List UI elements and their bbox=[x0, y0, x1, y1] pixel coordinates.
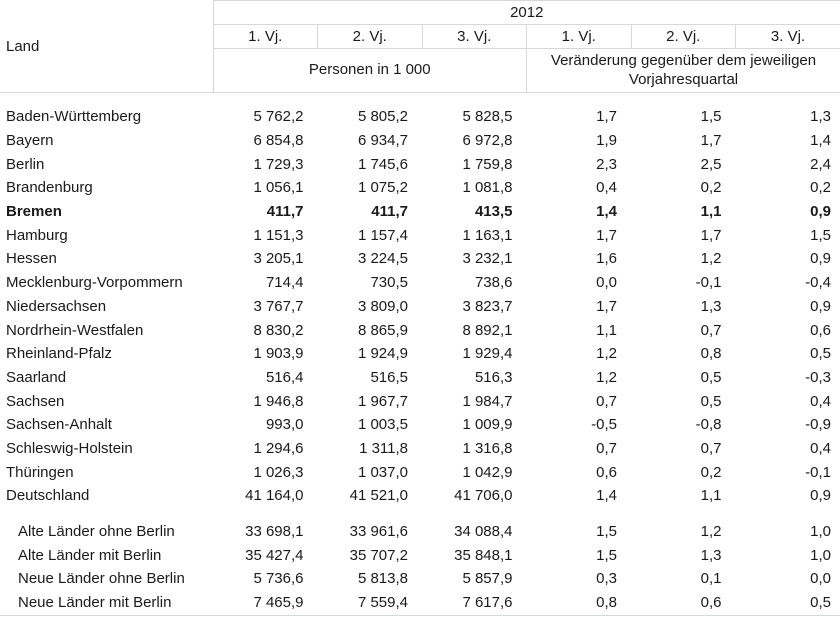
value-cell: 1 316,8 bbox=[462, 439, 513, 457]
value-cell: 1,3 bbox=[700, 297, 722, 315]
value-cell: 8 892,1 bbox=[462, 321, 513, 339]
value-cell: 1,6 bbox=[596, 250, 617, 268]
table-row bbox=[0, 342, 840, 366]
land-column-header: Land bbox=[0, 1, 213, 93]
value-cell: 3 205,1 bbox=[253, 250, 304, 268]
value-cell: 0,5 bbox=[700, 392, 722, 410]
value-cell: 1 042,9 bbox=[462, 463, 513, 481]
value-cell: 1,2 bbox=[700, 250, 722, 268]
value-cell: 34 088,4 bbox=[454, 523, 513, 541]
table-row bbox=[0, 295, 840, 319]
value-cell: 5 805,2 bbox=[357, 108, 408, 126]
land-name-cell: Baden-Württemberg bbox=[6, 108, 142, 126]
value-cell: 33 961,6 bbox=[349, 523, 408, 541]
value-cell: 5 762,2 bbox=[253, 108, 304, 126]
units-persons-header: Personen in 1 000 bbox=[213, 49, 527, 93]
value-cell: 1 984,7 bbox=[462, 392, 513, 410]
land-name-cell: Bremen bbox=[6, 203, 62, 221]
value-cell: 0,9 bbox=[810, 487, 832, 505]
table-row bbox=[0, 437, 840, 461]
value-cell: 3 232,1 bbox=[462, 250, 513, 268]
value-cell: 0,9 bbox=[810, 250, 832, 268]
value-cell: 0,8 bbox=[596, 594, 617, 612]
table-row bbox=[0, 591, 840, 615]
value-cell: 1,4 bbox=[810, 132, 832, 150]
value-cell: 1,5 bbox=[596, 523, 617, 541]
value-cell: 0,9 bbox=[810, 297, 832, 315]
spacer-row bbox=[0, 93, 840, 106]
quarter-header-4: 1. Vj. bbox=[527, 25, 632, 49]
value-cell: 3 767,7 bbox=[253, 297, 304, 315]
table-row bbox=[0, 543, 840, 567]
value-cell: 1 929,4 bbox=[462, 345, 513, 363]
value-cell: 1,1 bbox=[700, 203, 722, 221]
value-cell: 1 311,8 bbox=[359, 439, 408, 457]
value-cell: 0,5 bbox=[700, 368, 722, 386]
value-cell: 730,5 bbox=[370, 274, 408, 292]
value-cell: 3 809,0 bbox=[357, 297, 408, 315]
value-cell: 0,6 bbox=[700, 594, 722, 612]
value-cell: 5 828,5 bbox=[462, 108, 513, 126]
value-cell: 1,0 bbox=[810, 523, 832, 541]
value-cell: 411,7 bbox=[266, 203, 304, 221]
table-row bbox=[0, 223, 840, 247]
value-cell: 8 830,2 bbox=[253, 321, 304, 339]
value-cell: 1 026,3 bbox=[253, 463, 304, 481]
value-cell: 993,0 bbox=[265, 416, 304, 434]
land-name-cell: Berlin bbox=[6, 155, 45, 173]
land-name-cell: Thüringen bbox=[6, 463, 74, 481]
value-cell: -0,9 bbox=[805, 416, 832, 434]
value-cell: 1 745,6 bbox=[357, 155, 408, 173]
land-name-cell: Deutschland bbox=[6, 487, 90, 505]
table-row bbox=[0, 105, 840, 129]
value-cell: 1,9 bbox=[596, 132, 617, 150]
value-cell: 0,7 bbox=[700, 439, 722, 457]
quarter-header-2: 2. Vj. bbox=[318, 25, 423, 49]
value-cell: 1,3 bbox=[700, 546, 722, 564]
value-cell: 1 003,5 bbox=[357, 416, 408, 434]
value-cell: 1,2 bbox=[596, 345, 617, 363]
value-cell: 1,2 bbox=[700, 523, 722, 541]
value-cell: -0,4 bbox=[805, 274, 832, 292]
value-cell: 6 854,8 bbox=[253, 132, 304, 150]
value-cell: 7 617,6 bbox=[462, 594, 513, 612]
value-cell: 1 946,8 bbox=[253, 392, 304, 410]
value-cell: 1,4 bbox=[596, 487, 617, 505]
quarter-header-6: 3. Vj. bbox=[736, 25, 840, 49]
quarter-header-5: 2. Vj. bbox=[631, 25, 736, 49]
land-name-cell: Niedersachsen bbox=[6, 297, 107, 315]
land-name-cell: Neue Länder ohne Berlin bbox=[18, 570, 185, 588]
table-row bbox=[0, 389, 840, 413]
value-cell: 0,0 bbox=[810, 570, 832, 588]
value-cell: 714,4 bbox=[265, 274, 304, 292]
units-change-header: Veränderung gegenüber dem jeweiligen Vorjahresquartal bbox=[527, 49, 840, 93]
value-cell: 1,3 bbox=[810, 108, 832, 126]
value-cell: 7 559,4 bbox=[357, 594, 408, 612]
value-cell: 516,3 bbox=[474, 368, 513, 386]
value-cell: 33 698,1 bbox=[245, 523, 304, 541]
value-cell: 41 706,0 bbox=[454, 487, 513, 505]
value-cell: 1,5 bbox=[596, 546, 617, 564]
value-cell: 1,7 bbox=[596, 297, 617, 315]
table-row bbox=[0, 152, 840, 176]
land-name-cell: Saarland bbox=[6, 368, 67, 386]
value-cell: 0,5 bbox=[810, 345, 832, 363]
value-cell: 7 465,9 bbox=[253, 594, 304, 612]
quarter-header-3: 3. Vj. bbox=[422, 25, 527, 49]
land-name-cell: Hamburg bbox=[6, 226, 68, 244]
year-header: 2012 bbox=[213, 1, 840, 25]
value-cell: 0,1 bbox=[700, 570, 722, 588]
land-name-cell: Rheinland-Pfalz bbox=[6, 345, 112, 363]
value-cell: 1 151,3 bbox=[253, 226, 304, 244]
value-cell: 0,4 bbox=[596, 179, 617, 197]
value-cell: 1 157,4 bbox=[357, 226, 408, 244]
value-cell: 1 729,3 bbox=[253, 155, 304, 173]
land-name-cell: Hessen bbox=[6, 250, 57, 268]
value-cell: 1 163,1 bbox=[462, 226, 513, 244]
value-cell: 0,4 bbox=[810, 439, 832, 457]
value-cell: -0,1 bbox=[805, 463, 832, 481]
value-cell: 0,3 bbox=[596, 570, 617, 588]
table-row bbox=[0, 129, 840, 153]
land-name-cell: Bayern bbox=[6, 132, 54, 150]
value-cell: 1,7 bbox=[700, 226, 722, 244]
value-cell: 5 857,9 bbox=[462, 570, 513, 588]
land-name-cell: Mecklenburg-Vorpommern bbox=[6, 274, 183, 292]
value-cell: 1,5 bbox=[810, 226, 832, 244]
value-cell: 738,6 bbox=[474, 274, 513, 292]
value-cell: 1 056,1 bbox=[253, 179, 304, 197]
value-cell: -0,1 bbox=[695, 274, 722, 292]
table-row bbox=[0, 366, 840, 390]
table-row bbox=[0, 271, 840, 295]
land-name-cell: Alte Länder ohne Berlin bbox=[18, 523, 175, 541]
value-cell: 5 813,8 bbox=[357, 570, 408, 588]
value-cell: 2,5 bbox=[700, 155, 722, 173]
table-row bbox=[0, 460, 840, 484]
value-cell: 2,3 bbox=[596, 155, 617, 173]
value-cell: 1 903,9 bbox=[253, 345, 304, 363]
value-cell: -0,3 bbox=[805, 368, 832, 386]
table-row bbox=[0, 318, 840, 342]
value-cell: 1,0 bbox=[810, 546, 832, 564]
value-cell: -0,5 bbox=[591, 416, 617, 434]
value-cell: 1 009,9 bbox=[462, 416, 513, 434]
value-cell: 6 972,8 bbox=[462, 132, 513, 150]
table-row bbox=[0, 176, 840, 200]
value-cell: 1,7 bbox=[596, 226, 617, 244]
value-cell: 41 164,0 bbox=[245, 487, 304, 505]
value-cell: 0,6 bbox=[596, 463, 617, 481]
value-cell: 8 865,9 bbox=[357, 321, 408, 339]
value-cell: 1 294,6 bbox=[253, 439, 304, 457]
value-cell: 0,7 bbox=[596, 439, 617, 457]
value-cell: 0,2 bbox=[700, 179, 722, 197]
value-cell: 5 736,6 bbox=[253, 570, 304, 588]
value-cell: -0,8 bbox=[695, 416, 722, 434]
value-cell: 1,2 bbox=[596, 368, 617, 386]
value-cell: 1 037,0 bbox=[357, 463, 408, 481]
value-cell: 0,0 bbox=[596, 274, 617, 292]
value-cell: 413,5 bbox=[474, 203, 513, 221]
value-cell: 516,4 bbox=[265, 368, 304, 386]
value-cell: 1,7 bbox=[596, 108, 617, 126]
value-cell: 516,5 bbox=[370, 368, 408, 386]
table-body bbox=[0, 93, 840, 615]
land-name-cell: Alte Länder mit Berlin bbox=[18, 546, 162, 564]
value-cell: 6 934,7 bbox=[357, 132, 408, 150]
value-cell: 35 707,2 bbox=[349, 546, 408, 564]
table-row bbox=[0, 200, 840, 224]
table-row bbox=[0, 567, 840, 591]
value-cell: 1 075,2 bbox=[357, 179, 408, 197]
land-name-cell: Nordrhein-Westfalen bbox=[6, 321, 144, 339]
table-row bbox=[0, 520, 840, 544]
value-cell: 41 521,0 bbox=[349, 487, 408, 505]
value-cell: 411,7 bbox=[371, 203, 408, 221]
value-cell: 1 759,8 bbox=[462, 155, 513, 173]
value-cell: 0,2 bbox=[810, 179, 832, 197]
value-cell: 0,9 bbox=[810, 203, 832, 221]
land-name-cell: Sachsen-Anhalt bbox=[6, 416, 112, 434]
value-cell: 3 823,7 bbox=[462, 297, 513, 315]
land-name-cell: Neue Länder mit Berlin bbox=[18, 594, 172, 612]
value-cell: 0,6 bbox=[810, 321, 832, 339]
quarter-header-1: 1. Vj. bbox=[213, 25, 318, 49]
value-cell: 0,4 bbox=[810, 392, 832, 410]
value-cell: 35 848,1 bbox=[454, 546, 513, 564]
land-name-cell: Brandenburg bbox=[6, 179, 93, 197]
land-name-cell: Sachsen bbox=[6, 392, 65, 410]
table-row bbox=[0, 484, 840, 508]
value-cell: 2,4 bbox=[810, 155, 832, 173]
value-cell: 1 967,7 bbox=[357, 392, 408, 410]
table-bottom-rule bbox=[0, 615, 840, 616]
value-cell: 1,1 bbox=[700, 487, 722, 505]
value-cell: 0,8 bbox=[700, 345, 722, 363]
value-cell: 1 924,9 bbox=[357, 345, 408, 363]
value-cell: 1,1 bbox=[596, 321, 617, 339]
value-cell: 1,7 bbox=[700, 132, 722, 150]
value-cell: 0,2 bbox=[700, 463, 722, 481]
spacer-row bbox=[0, 508, 840, 520]
value-cell: 1 081,8 bbox=[462, 179, 513, 197]
value-cell: 35 427,4 bbox=[245, 546, 304, 564]
value-cell: 0,7 bbox=[596, 392, 617, 410]
table-row bbox=[0, 247, 840, 271]
land-name-cell: Schleswig-Holstein bbox=[6, 439, 133, 457]
value-cell: 3 224,5 bbox=[357, 250, 408, 268]
value-cell: 0,5 bbox=[810, 594, 832, 612]
value-cell: 0,7 bbox=[700, 321, 722, 339]
table-row bbox=[0, 413, 840, 437]
value-cell: 1,5 bbox=[700, 108, 722, 126]
value-cell: 1,4 bbox=[596, 203, 617, 221]
table-header bbox=[0, 1, 840, 93]
